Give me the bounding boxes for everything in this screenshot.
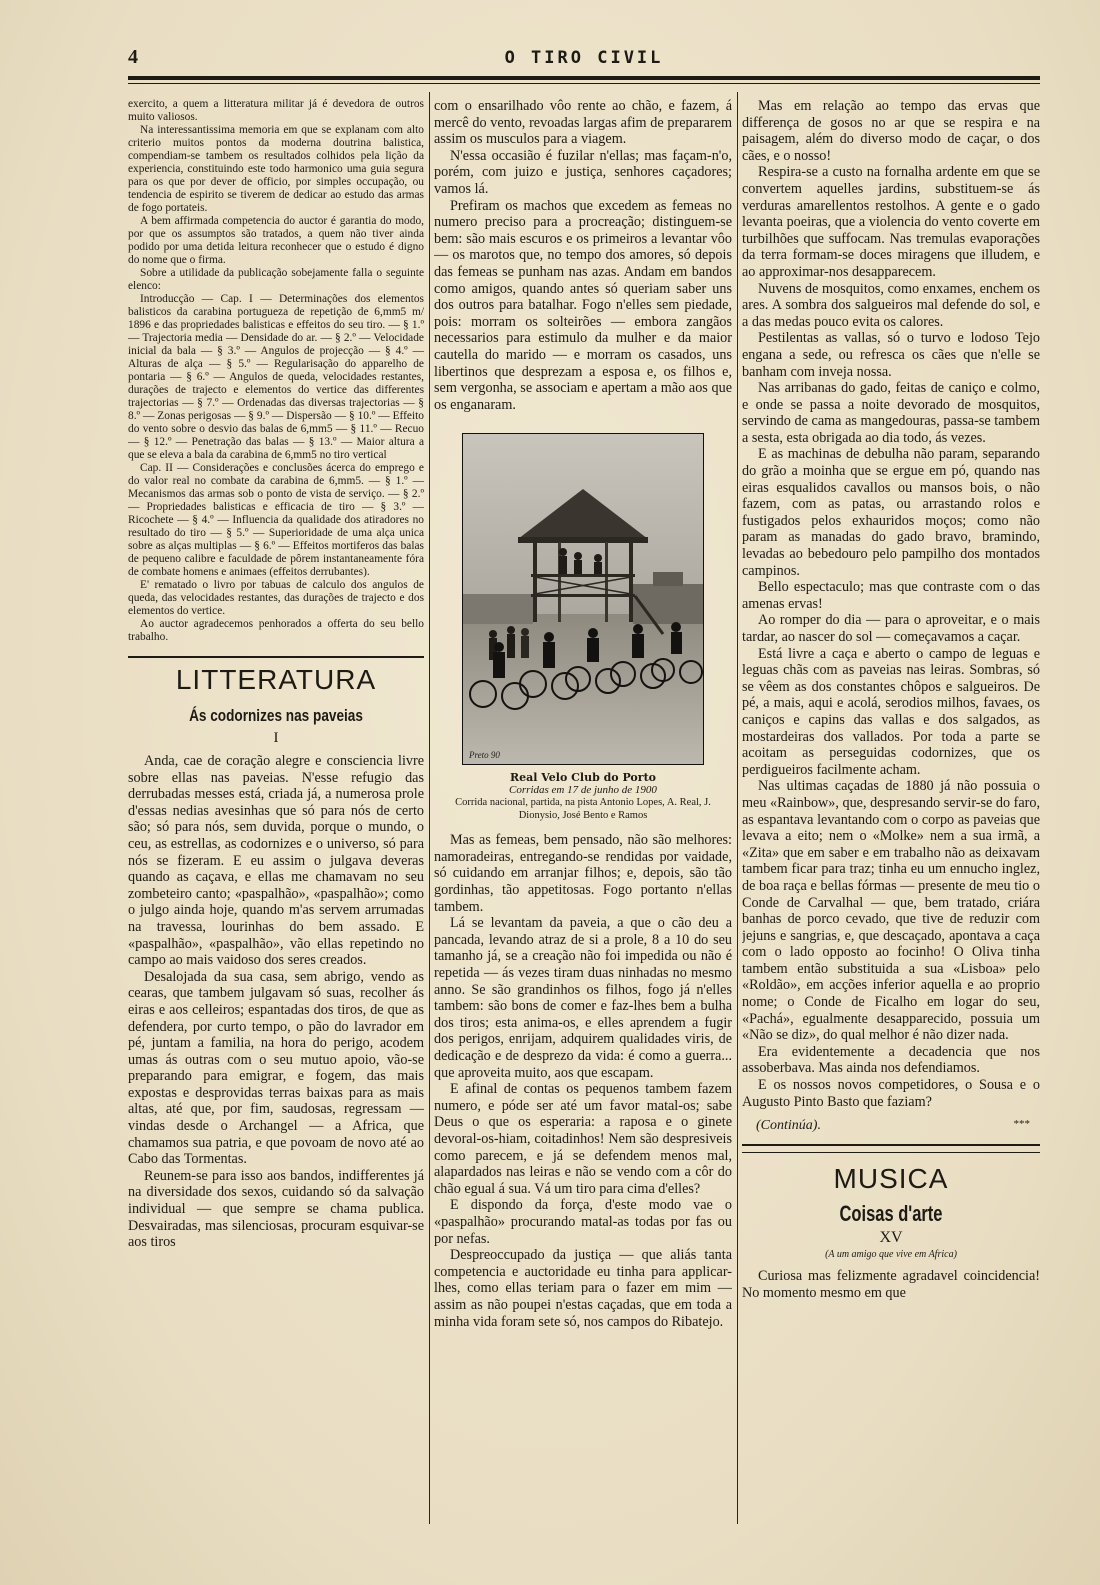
article-paragraph: E dispondo da força, d'este modo vae o «paspalhão» procurando matal-as todas por fas ou por nefas. (434, 1197, 732, 1247)
article-paragraph: Reunem-se para isso aos bandos, indifferentes já na diversidade dos sexos, cuidando só da salvação individual — que sempre se chama publica. Desvairadas, mas silenciosas, procuram esquivar-se aos tiros (128, 1167, 424, 1251)
article-paragraph: Nas arribanas do gado, feitas de caniço e colmo, e onde se passa a noite devorado de mosquitos, servindo de cama as mangedouras, passa-se tambem a sesta, esta obrigada ao dia todo, ás vezes. (742, 380, 1040, 446)
section-rule (128, 656, 424, 658)
article-paragraph: E afinal de contas os pequenos tambem fazem numero, e póde ser até um favor matal-os; sabe Deus o que os esperaria: a raposa e o ginete devoral-os-hiam, coitadinhos! Nem são despresiveis como parecem, e já se defendem menos mal, alapardados nas leiras e não se vendo com a côr do chão egual á sua. Vá um tiro para cima d'elles? (434, 1081, 732, 1197)
review-paragraph: Introducção — Cap. I — Determinações dos elementos balisticos da carabina portugueza de repetição de 6,mm5 m/ 1896 e das propriedades balisticas e effeitos do seu tiro. — § 1.º — Trajectoria media — Densidade do ar. — § 2.º — Velocidade inicial da bala — § 3.º — Angulos de projecção — § 4.º — Alturas de alça — § 5.º — Regularisação do apparelho de pontaria — § 6.º — Angulos de queda, velocidades restantes, durações de trajecto e elementos do vertice das differentes trajectorias — § 7.º — Ordenadas das diversas trajectorias — § 8.º — Zonas perigosas — § 9.º — Dispersão — § 10.º — Effeito do vento sobre o desvio das balas de 6,mm5 — § 11.º — Recuo — § 12.º — Penetração das balas — § 13.º — Maior altura a que se eleva a bala da carabina de 6,mm5 no tiro vertical (128, 293, 424, 461)
article-paragraph: Mas as femeas, bem pensado, não são melhores: namoradeiras, entregando-se rendidas por vaidade, só cuidando em arranjar filhos; e, depois, são tão gordinhas, tão appetitosas. Fogo portanto n'ellas tambem. (434, 832, 732, 915)
article-paragraph: Bello espectaculo; mas que contraste com o das amenas ervas! (742, 579, 1040, 612)
article-title: Ás codornizes nas paveias (189, 706, 363, 725)
article-paragraph: Desalojada da sua casa, sem abrigo, vendo as cearas, que tambem julgavam só suas, recolher ás eiras e aos celleiros; espantadas dos tiros, de que as defendera, por curto tempo, o pão do lavrador em pé, juntam a familia, na hora do perigo, acodem umas ás outras com o seu mutuo apoio, vão-se preparando para emigrar, e fogem, das mais expostas e desprovidas terras baixas para as mais altas, até que, por fim, saudosas, regressam — vindas desde o Archangel — a Africa, que chamamos sua patria, e que povoam de novo até ao Cabo das Tormentas. (128, 968, 424, 1168)
cycling-race-photo (462, 433, 704, 765)
article-paragraph: Nas ultimas caçadas de 1880 já não possuia o meu «Rainbow», que, despresando servir-se do faro, as espantava levantando com o corpo as paveias que levava a eito; nem o «Molke» nem a sua irmã, a «Zita» que em saber e em trabalho não as deixavam tambem ficar para traz; tinha eu um ennucho inglez, de boa raça e bellas fórmas — presente de meu tio o Conde de Carvalhal — que, bem tratado, criára banhas de porco cevado, que tive de reduzir com jejuns e sangrias, e, que descaçado, apontava a caça com o lado opposto ao focinho! O Oliva tinha tambem então substituida a sua «Lisboa» pelo «Roldão», em acções inferior aquella e ao proprio nome; o Conde de Ficalho em logar do seu, «Pachá», egualmente desapparecido, possuia um «Não se diz», do qual melhor é não dizer nada. (742, 778, 1040, 1044)
continua-line (756, 1118, 1030, 1134)
section-title-musica: MUSICA (833, 1163, 949, 1195)
review-paragraph: Cap. II — Considerações e conclusões ácerca do emprego e do valor real no combate da carabina de 6,mm5. — § 1.º — Mecanismos das armas sob o ponto de vista de serviço. — § 2.º — Propriedades balisticas e efficacia de tiro — § 3.º — Ricochete — § 4.º — Influencia da qualidade dos atiradores no resultado do tiro — § 5.º — Superioridade de uma alça unica sobre as alças multiplas — § 6.º — Effeitos mortiferos das balas de pequeno calibre e faculdade de pôrem instantaneamente fóra de combate homens e animaes (effeitos derrubantes). (128, 462, 424, 578)
article-paragraph: Anda, cae de coração alegre e consciencia livre sobre ellas nas paveias. N'esse refugio das derrubadas messes está, criada já, a numerosa prole d'essas nedias avesinhas que só para nós de certo são; só para nós, sem duvida, porque o mundo, o ceu, as estrellas, as codornizes e o universo, só para nós se fizeram. E eu assim o julgava deveras quando as caçava, e ellas me chamavam no seu zombeteiro canto; «paspalhão», «paspalhão»; como o julgo ainda hoje, quando m'as servem arrumadas na travessa, lourinhas do bem assado. E «paspalhão», «paspalhão», vão ellas repetindo no campo ao mais vaidoso dos seres creados. (128, 753, 424, 969)
review-paragraph: E' rematado o livro por tabuas de calculo dos angulos de queda, das velocidades restantes, das durações de trajecto e dos elementos do vertice. (128, 579, 424, 617)
review-paragraph: Ao auctor agradecemos penhorados a offerta do seu bello trabalho. (128, 618, 424, 643)
article-paragraph: Prefiram os machos que excedem as femeas no numero preciso para a procreação; distinguem-se bem: são mais escuros e os primeiros a levantar vôo — os marotos que, no tempo dos amores, só depois das femeas se punham nas azas. Andam em bandos como amigos, quando antes só queriam saber uns dos outros para batalhar. Fogo n'elles sem piedade, pois: morram os solteirões — embora zangãos necessarios para estimulo da mulher e da maior cautella do marido — e morram os casados, uns libertinos que desprezam a esposa e, os filhos e, sem vergonha, se associam e apertam a mão aos que os enganaram. (434, 197, 732, 413)
page-number: 4 (128, 46, 138, 68)
section-rule-thin (742, 1152, 1040, 1153)
article-paragraph: Era evidentemente a decadencia que nos assoberbava. Mas ainda nos defendiamos. (742, 1043, 1040, 1077)
article-body-continued (434, 98, 732, 413)
column-divider-1 (429, 92, 430, 1524)
article-paragraph: E as machinas de debulha não param, separando do grão a moinha que se ergue em pó, quando nas eiras esqualidos cavallos ou mansos bois, o não fazem, com as patas, ou arrastando rolos e fustigados pelos exhauridos moços; como não param as manadas do gado bravo, bramindo, levadas ao bebedouro pelo pampilho dos montados campinos. (742, 446, 1040, 579)
review-paragraph: Na interessantissima memoria em que se explanam com alto criterio muitos pontos da moderna doutrina balistica, compendiam-se tambem os resultados colhidos pela lição da experiencia, constituindo este todo harmonico uma guia segura para os que por dever de officio, por simples occupação, ou tendencia de espirito se tiverem de dedicar ao estudo das armas de fogo portateis. (128, 124, 424, 214)
page-header (128, 46, 1040, 72)
photo-caption-date: Corridas em 17 de junho de 1900 (509, 784, 657, 797)
photo-illustration (463, 434, 703, 764)
article-paragraph: E os nossos novos competidores, o Sousa e o Augusto Pinto Basto que faziam? (742, 1077, 1040, 1110)
review-paragraph: Sobre a utilidade da publicação sobejamente falla o seguinte elenco: (128, 267, 424, 292)
author-stars: *** (1013, 1118, 1030, 1131)
column-1 (128, 98, 424, 1522)
column-divider-2 (737, 92, 738, 1524)
article-title: Coisas d'arte (839, 1201, 943, 1227)
article-paragraph: Curiosa mas felizmente agradavel coincidencia! No momento mesmo em que (742, 1268, 1040, 1301)
article-paragraph: Despreoccupado da justiça — que aliás tanta competencia e auctoridade eu tinha para applicar-lhes, como ellas teriam para o fazer em mim — assim as não poupei n'estas caçadas, que em toda a minha vida foram sete só, nos campos do Ribatejo. (434, 1247, 732, 1330)
header-rule-thick (128, 76, 1040, 80)
review-paragraph: exercito, a quem a litteratura militar já é devedora de outros muito valiosos. (128, 98, 424, 123)
article-paragraph: com o ensarilhado vôo rente ao chão, e fazem, á mercê do vento, revoadas largas afim de prepararem assim os musculos para a viagem. (434, 98, 732, 148)
column-3 (742, 98, 1040, 1522)
article-paragraph: N'essa occasião é fuzilar n'ellas; mas façam-n'o, porém, com juizo e justiça, senhores caçadores; vamos lá. (434, 147, 732, 197)
header-rule-thin (128, 83, 1040, 84)
article-body-continued-3 (742, 98, 1040, 1110)
photo-caption-title: Real Velo Club do Porto (510, 771, 656, 785)
article-body-continued-2 (434, 832, 732, 1330)
article-part: I (273, 730, 279, 746)
article-part: XV (879, 1229, 903, 1247)
article-paragraph: Respira-se a custo na fornalha ardente em que se convertem aquelles jardins, substituem-se ás verduras amarellentos restolhos. A gente e o gado levanta poeiras, que a violencia do vento coverte em turbilhões que suffocam. Nas tremulas evaporações da terra formam-se doces miragens que illudem, e ao approximar-nos desapparecem. (742, 164, 1040, 280)
photo-caption-text: Corrida nacional, partida, na pista Antonio Lopes, A. Real, J. Dionysio, José Bento e Ramos (455, 797, 711, 822)
article-dedication: (A um amigo que vive em Africa) (825, 1249, 957, 1261)
article-paragraph: Lá se levantam da paveia, a que o cão deu a pancada, levando atraz de si a prole, 8 a 10 do seu tamanho já, se a creação não foi impedida ou não é repetida — ás vezes tiram duas ninhadas no mesmo anno. Se são grandinhos os filhos, fogo já n'elles tambem: são bons de comer e faz-lhes bem a bulha dos tiros; esta anima-os, e elles aprendem a fugir dos perigos, enrijam, adquirem qualidades viris, de dedicação e de desprezo da vida: é como a guerra... que aproveita muito, aos que escapam. (434, 915, 732, 1081)
article-paragraph: Mas em relação ao tempo das ervas que differença de gosos no ar que se respira e na paisagem, além do diverso modo de caçar, o dos cães, e o nosso! (742, 98, 1040, 164)
article-body (128, 753, 424, 1251)
book-review (128, 98, 424, 644)
article-paragraph: Ao romper do dia — para o aproveitar, e o mais tardar, ao nascer do sol — começavamos a caçar. (742, 612, 1040, 645)
newspaper-title: O TIRO CIVIL (504, 48, 664, 68)
continua-note: (Continúa). (756, 1118, 821, 1134)
section-rule (742, 1144, 1040, 1146)
section-title-litteratura: LITTERATURA (175, 664, 377, 695)
photo-signature: Preto 90 (469, 750, 500, 761)
review-paragraph: A bem affirmada competencia do auctor é garantia do modo, por que os assumptos são tratados, a quem não tiver ainda podido por uma detida leitura reconhecer que o estudo é digno do nome que o firma. (128, 215, 424, 266)
column-2 (434, 98, 732, 1522)
article-paragraph: Está livre a caça e aberto o campo de leguas e leguas chãs com as paveias nas leiras. Sombras, só se vêem as dos constantes chôpos e salgueiros. De pé, a mais, aqui e acolá, serodios milhos, favaes, os caniços e capins das vallas e dos salgados, as mostardeiras dos vallados. Por toda a parte se acoitam as perseguidas codornizes, que os perdigueiros facilmente acham. (742, 645, 1040, 778)
musica-body (742, 1268, 1040, 1301)
article-paragraph: Nuvens de mosquitos, como enxames, enchem os ares. A sombra dos salgueiros mal defende do sol, e a das medas pouco evita os calores. (742, 280, 1040, 330)
article-paragraph: Pestilentas as vallas, só o turvo e lodoso Tejo engana a sede, ou refresca os cães que n'elle se banham com inveja nossa. (742, 330, 1040, 380)
